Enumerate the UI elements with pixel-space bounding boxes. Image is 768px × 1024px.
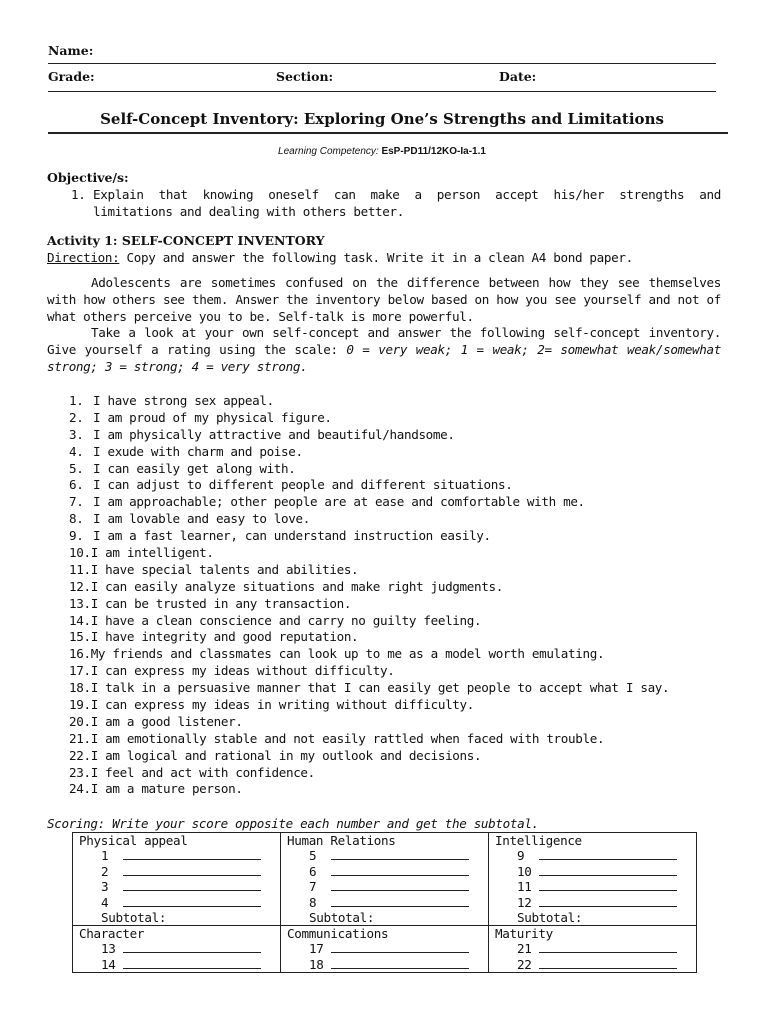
score-item-number: 6: [309, 863, 317, 879]
score-item-number: 2: [101, 863, 109, 879]
score-item-number: 18: [309, 956, 324, 972]
inventory-item-text: I feel and act with confidence.: [90, 764, 315, 780]
inventory-item: [47, 562, 721, 579]
score-blank-line[interactable]: [331, 848, 469, 860]
inventory-item-number: 2.: [69, 409, 84, 425]
scoring-category-cell: [73, 926, 281, 973]
inventory-item: [47, 596, 721, 613]
objectives-section: [47, 170, 721, 220]
objectives-heading: Objective/s:: [47, 170, 129, 185]
score-entry: [79, 941, 280, 957]
objective-item: [47, 187, 721, 221]
inventory-item-number: 8.: [69, 511, 84, 527]
inventory-item-number: 18.: [69, 680, 91, 696]
score-blank-line[interactable]: [123, 941, 261, 953]
score-blank-line[interactable]: [331, 864, 469, 876]
inventory-item: [47, 629, 721, 646]
score-item-number: 1: [101, 848, 109, 863]
score-blank-line[interactable]: [539, 848, 677, 860]
scale-paragraph-text: Take a look at your own self-concept and answer the following self-concept inventory. Give yourself a rating using the scale:: [47, 325, 721, 357]
scoring-category-cell: [73, 833, 281, 926]
inventory-item-text: I have a clean conscience and carry no guilty feeling.: [90, 612, 482, 628]
score-item-number: 22: [517, 956, 532, 972]
score-entry: [287, 864, 488, 880]
score-entry: [79, 879, 280, 895]
scoring-category-heading: Physical appeal: [79, 833, 188, 848]
inventory-item-text: I can easily analyze situations and make right judgments.: [90, 578, 503, 594]
score-entry: [495, 864, 696, 880]
name-label: Name:: [48, 43, 94, 58]
inventory-item-number: 15.: [69, 629, 91, 645]
score-blank-line[interactable]: [331, 879, 469, 891]
subtotal-label: Subtotal:: [309, 910, 375, 925]
score-blank-line[interactable]: [539, 879, 677, 891]
score-blank-line[interactable]: [123, 879, 261, 891]
score-item-number: 21: [517, 941, 532, 956]
score-entry: [79, 864, 280, 880]
inventory-item-text: My friends and classmates can look up to me as a model worth emulating.: [90, 646, 605, 662]
inventory-item: [47, 393, 721, 410]
inventory-item-number: 3.: [69, 426, 84, 442]
inventory-item: [47, 494, 721, 511]
inventory-item-text: I am a good listener.: [90, 713, 243, 729]
inventory-item-number: 19.: [69, 697, 91, 713]
inventory-item-text: I am lovable and easy to love.: [93, 511, 310, 527]
scoring-category-cell: [281, 926, 489, 973]
inventory-item: [47, 613, 721, 630]
inventory-item-text: I have strong sex appeal.: [93, 393, 274, 408]
inventory-item: [47, 646, 721, 663]
inventory-item: [47, 427, 721, 444]
title-underline: [48, 132, 728, 134]
inventory-list: [47, 393, 721, 798]
inventory-item: [47, 545, 721, 562]
name-field[interactable]: [48, 43, 716, 58]
score-item-number: 13: [101, 941, 116, 956]
inventory-item: [47, 511, 721, 528]
inventory-item-number: 16.: [69, 646, 91, 662]
score-blank-line[interactable]: [331, 957, 469, 969]
date-label[interactable]: Date:: [499, 69, 537, 84]
inventory-item-text: I am a fast learner, can understand instruction easily.: [93, 528, 491, 544]
objective-number: 1.: [71, 186, 86, 202]
inventory-item-text: I am a mature person.: [90, 781, 243, 797]
inventory-item-number: 23.: [69, 764, 91, 780]
score-blank-line[interactable]: [123, 957, 261, 969]
inventory-item-text: I am approachable; other people are at ease and comfortable with me.: [93, 494, 585, 510]
inventory-item-text: I am intelligent.: [90, 545, 214, 561]
scoring-row: [73, 926, 697, 973]
inventory-item-text: I am logical and rational in my outlook and decisions.: [90, 747, 482, 763]
inventory-item: [47, 765, 721, 782]
inventory-item-text: I talk in a persuasive manner that I can easily get people to accept what I say.: [90, 680, 670, 696]
inventory-item-text: I can be trusted in any transaction.: [90, 595, 352, 611]
score-item-number: 17: [309, 941, 324, 956]
score-blank-line[interactable]: [539, 895, 677, 907]
score-entry: [495, 879, 696, 895]
score-entry: [495, 957, 696, 973]
inventory-item: [47, 461, 721, 478]
score-blank-line[interactable]: [331, 895, 469, 907]
activity-heading: Activity 1: SELF-CONCEPT INVENTORY: [47, 233, 325, 248]
inventory-item-number: 14.: [69, 612, 91, 628]
direction-line: [47, 250, 721, 267]
inventory-item-text: I can express my ideas in writing without difficulty.: [90, 697, 475, 713]
score-entry: [79, 848, 280, 864]
inventory-item-text: I can express my ideas without difficulty.: [90, 663, 395, 679]
scoring-category-cell: [489, 833, 697, 926]
score-entry: [79, 895, 280, 911]
score-entry: [287, 848, 488, 864]
score-blank-line[interactable]: [123, 864, 261, 876]
worksheet-title: Self-Concept Inventory: Exploring One’s Strengths and Limitations: [100, 110, 664, 128]
inventory-item-number: 20.: [69, 713, 91, 729]
inventory-item-number: 10.: [69, 545, 91, 561]
header-rule-1: [48, 63, 716, 64]
inventory-item: [47, 410, 721, 427]
score-item-number: 10: [517, 863, 532, 879]
inventory-item-number: 11.: [69, 561, 91, 577]
scoring-category-cell: [281, 833, 489, 926]
rating-scale: 0 = very weak; 1 = weak; 2= somewhat weak/somewhat strong; 3 = strong; 4 = very strong.: [47, 341, 721, 374]
score-item-number: 7: [309, 879, 317, 894]
score-blank-line[interactable]: [539, 957, 677, 969]
score-item-number: 4: [101, 894, 109, 910]
inventory-item-text: I can easily get along with.: [93, 460, 296, 476]
inventory-item: [47, 748, 721, 765]
inventory-item-number: 12.: [69, 578, 91, 594]
inventory-item-number: 7.: [69, 494, 84, 510]
score-entry: [287, 895, 488, 911]
intro-paragraph: Adolescents are sometimes confused on the difference between how they see themselves with how others see them. Answer the inventory below based on how you see yourself and not of what others perceive you to be. Self-talk is more powerful.: [47, 275, 721, 324]
score-blank-line[interactable]: [123, 895, 261, 907]
grade-label[interactable]: Grade:: [48, 69, 95, 84]
score-entry: [79, 957, 280, 973]
score-entry: [495, 895, 696, 911]
inventory-item-text: I am emotionally stable and not easily rattled when faced with trouble.: [90, 730, 605, 746]
inventory-item-number: 17.: [69, 663, 91, 679]
inventory-item-number: 24.: [69, 781, 91, 797]
inventory-item: [47, 528, 721, 545]
header-rule-2: [48, 91, 716, 92]
scale-paragraph: [47, 325, 721, 375]
inventory-item: [47, 714, 721, 731]
score-item-number: 5: [309, 848, 317, 863]
objective-text: Explain that knowing oneself can make a person accept his/her strengths and limitations and dealing with others better.: [93, 186, 721, 219]
inventory-item: [47, 477, 721, 494]
score-item-number: 14: [101, 956, 116, 972]
inventory-item: [47, 781, 721, 798]
score-item-number: 8: [309, 894, 317, 910]
inventory-item-text: I can adjust to different people and different situations.: [93, 477, 513, 493]
inventory-item-text: I exude with charm and poise.: [93, 443, 303, 459]
scoring-category-cell: [489, 926, 697, 973]
score-entry: [287, 957, 488, 973]
learning-competency-label: Learning Competency:: [278, 146, 379, 157]
scoring-category-heading: Intelligence: [495, 833, 582, 848]
subtotal-label: Subtotal:: [517, 910, 583, 925]
inventory-item: [47, 663, 721, 680]
score-entry: [495, 941, 696, 957]
inventory-item-text: I am proud of my physical figure.: [93, 409, 332, 425]
scoring-category-heading: Maturity: [495, 926, 553, 941]
inventory-item: [47, 444, 721, 461]
inventory-item: [47, 579, 721, 596]
info-row: [48, 69, 716, 85]
direction-label: Direction:: [47, 249, 120, 265]
inventory-item-text: I have special talents and abilities.: [90, 561, 359, 577]
learning-competency-code: EsP-PD11/12KO-Ia-1.1: [381, 146, 486, 157]
inventory-item: [47, 680, 721, 697]
score-blank-line[interactable]: [539, 864, 677, 876]
inventory-item: [47, 731, 721, 748]
scoring-category-heading: Communications: [287, 926, 389, 941]
inventory-item-number: 21.: [69, 730, 91, 746]
score-item-number: 12: [517, 894, 532, 910]
inventory-item-number: 4.: [69, 443, 84, 459]
inventory-item-number: 6.: [69, 477, 84, 493]
score-entry: [495, 848, 696, 864]
scoring-table: [72, 832, 697, 973]
score-item-number: 3: [101, 879, 109, 894]
score-blank-line[interactable]: [123, 848, 261, 860]
activity-section: [47, 233, 721, 267]
score-item-number: 11: [517, 879, 532, 894]
inventory-item-number: 5.: [69, 460, 84, 476]
direction-text: Copy and answer the following task. Write it in a clean A4 bond paper.: [119, 249, 633, 265]
score-item-number: 9: [517, 848, 525, 863]
section-label[interactable]: Section:: [276, 69, 334, 84]
subtotal-label: Subtotal:: [101, 910, 167, 925]
inventory-item-number: 13.: [69, 595, 91, 611]
inventory-item-number: 1.: [69, 393, 84, 408]
inventory-item: [47, 697, 721, 714]
score-blank-line[interactable]: [539, 941, 677, 953]
score-entry: [287, 941, 488, 957]
learning-competency: [48, 146, 716, 157]
inventory-item-number: 9.: [69, 528, 84, 544]
score-entry: [287, 879, 488, 895]
score-blank-line[interactable]: [331, 941, 469, 953]
scoring-category-heading: Human Relations: [287, 833, 396, 848]
inventory-item-text: I have integrity and good reputation.: [90, 629, 359, 645]
inventory-item-number: 22.: [69, 747, 91, 763]
scoring-instruction: Scoring: Write your score opposite each number and get the subtotal.: [47, 816, 539, 831]
inventory-item-text: I am physically attractive and beautiful/handsome.: [93, 426, 455, 442]
scoring-category-heading: Character: [79, 926, 145, 941]
scoring-row: [73, 833, 697, 926]
